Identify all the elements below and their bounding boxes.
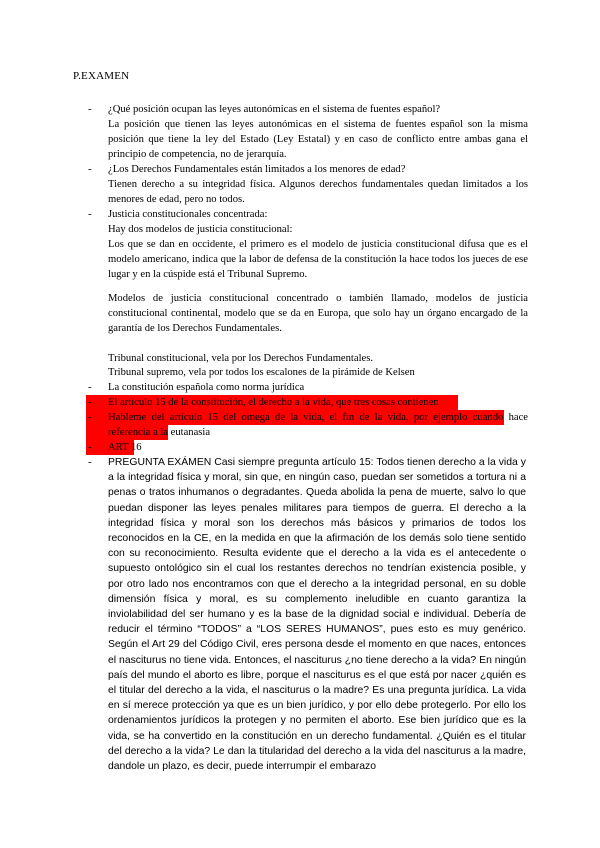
list-bullet: - — [88, 396, 92, 408]
item-art-16: ART 16 — [108, 442, 142, 453]
answer-derechos-menores: Tienen derecho a su integridad física. Algunos derechos fundamentales quedan limitados a los menores de edad, pero no todos. — [108, 179, 528, 205]
question-derechos-menores: ¿Los Derechos Fundamentales están limitados a los menores de edad? — [108, 164, 406, 175]
list-bullet: - — [88, 441, 92, 453]
list-bullet: - — [88, 208, 92, 220]
list-bullet: - — [88, 163, 92, 175]
paragraph-modelo-difuso: Los que se dan en occidente, el primero es el modelo de justicia constitucional difusa que es el modelo americano, indica que la labor de defensa de la constitución la hace todos los jueces de ese lugar y en la cúspide está el Tribunal Supremo. — [108, 239, 528, 280]
list-bullet: - — [88, 411, 92, 423]
list-bullet: - — [88, 456, 92, 468]
question-leyes-autonomicas: ¿Qué posición ocupan las leyes autonómicas en el sistema de fuentes español? — [108, 104, 441, 115]
heading-justicia-constitucional: Justicia constitucionales concentrada: — [108, 209, 268, 220]
paragraph-pregunta-examen: PREGUNTA EXÁMEN Casi siempre pregunta artículo 15: Todos tienen derecho a la vida y a la integridad física y moral, sin que, en ningún caso, puedan ser sometidos a tortura ni a penas o tratos inhumanos o degradantes. Queda abolida la pena de muerte, salvo lo que puedan disponer las leyes penales militares para tiempos de guerra. El derecho a la integridad física y moral son los derechos más básicos y primarios de todos los reconocidos en la CE, en la medida en que la afirmación de los demás solo tiene sentido con su reconocimiento. Resulta evidente que el derecho a la vida es el antecedente o supuesto ontológico sin el cual los restantes derechos no tendrían existencia posible, y por otro lado nos encontramos con que el derecho a la integridad personal, en su doble dimensión física y moral, es su complemento ineludible en cuanto garantiza la inviolabilidad del ser humano y es la base de la dignidad social e individual. Debería de reducir el término “TODOS” a “LOS SERES HUMANOS”, pues esto es muy genérico. Según el Art 29 del Código Civil, eres persona desde el momento en que naces, entonces el nasciturus no tiene vida. Entonces, el nasciturus ¿no tiene derecho a la vida? En ningún país del mundo el aborto es libre, porque el nasciturus es el que está por nacer ¿quién es el titular del derecho a la vida, el nasciturus o la madre? Es una pregunta jurídica. La vida en sí merece protección ya que es un bien jurídico, y por ello debe protegerlo. Por ello los ordenamientos jurídicos la protegen y no permiten el aborto. Ese bien jurídico que es la vida, se ha convertido en la constitución en un derecho fundamental. ¿Quién es el titular del derecho a la vida? Le dan la titularidad del derecho a la vida del nasciturus a la madre, dandole un plazo, es decir, puede interrumpir el embarazo — [108, 457, 526, 773]
paragraph-tribunal-supremo: Tribunal supremo, vela por todos los escalones de la pirámide de Kelsen — [108, 367, 415, 378]
list-bullet: - — [88, 381, 92, 393]
item-articulo-15: El artículo 15 de la constitución, el derecho a la vida, que tres cosas contienen — [108, 397, 439, 408]
item-constitucion-norma-juridica: La constitución española como norma jurídica — [108, 382, 305, 393]
list-bullet: - — [88, 103, 92, 115]
paragraph-modelo-concentrado: Modelos de justicia constitucional concentrado o también llamado, modelos de justicia constitucional continental, modelo que se da en Europa, que solo hay un órgano encargado de la garantía de los Derechos Fundamentales. — [108, 293, 528, 334]
answer-leyes-autonomicas: La posición que tienen las leyes autonómicas en el sistema de fuentes español son la misma posición que tiene la ley del Estado (Ley Estatal) y en caso de conflicto entre ambas gana el principio de competencia, no de jerarquía. — [108, 119, 528, 160]
item-articulo-15-eutanasia: Hableme del artículo 15 del omega de la vida, el fin de la vida, por ejemplo cuando hace referencia a la eutanasia — [108, 412, 528, 438]
paragraph-dos-modelos: Hay dos modelos de justicia constitucional: — [108, 224, 293, 235]
paragraph-tribunal-constitucional: Tribunal constitucional, vela por los Derechos Fundamentales. — [108, 353, 373, 364]
document-title: P.EXAMEN — [73, 70, 130, 82]
